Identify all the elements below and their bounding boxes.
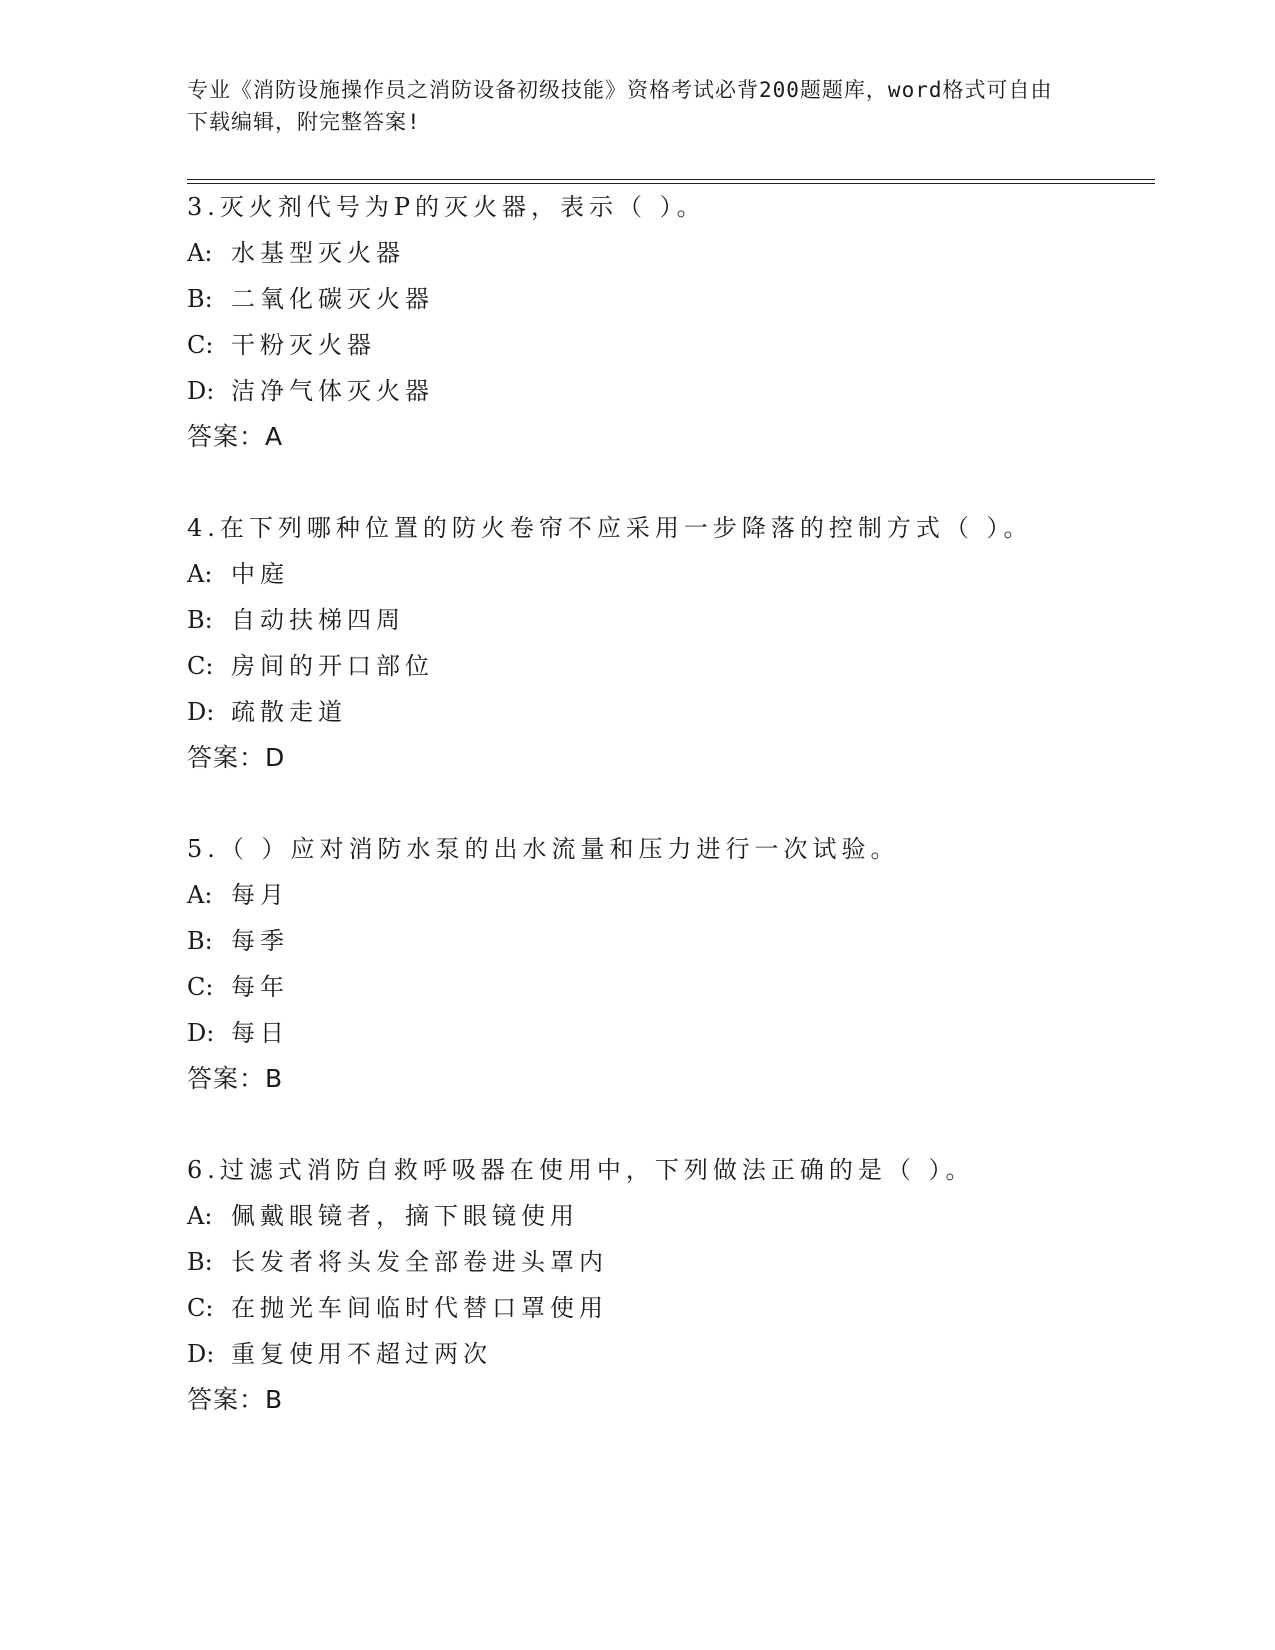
option-text: 洁净气体灭火器	[231, 377, 434, 405]
option-key: D:	[187, 698, 215, 726]
question-4	[187, 505, 1127, 781]
option-text: 佩戴眼镜者，摘下眼镜使用	[231, 1202, 579, 1230]
option-c	[187, 1285, 1127, 1331]
question-stem: 6.过滤式消防自救呼吸器在使用中，下列做法正确的是（ ）。	[187, 1156, 975, 1184]
option-key: B:	[187, 285, 213, 313]
option-text: 每月	[231, 881, 289, 909]
option-key: A:	[187, 1202, 213, 1230]
option-key: B:	[187, 927, 213, 955]
option-a	[187, 551, 1127, 597]
header-divider-top	[187, 179, 1155, 180]
answer-label: 答案：B	[187, 1385, 284, 1414]
answer-label: 答案：D	[187, 743, 286, 772]
option-key: C:	[187, 652, 214, 680]
option-text: 二氧化碳灭火器	[231, 285, 434, 313]
option-c	[187, 964, 1127, 1010]
question-5	[187, 826, 1127, 1102]
option-text: 自动扶梯四周	[231, 606, 405, 634]
option-key: C:	[187, 331, 214, 359]
option-b	[187, 276, 1127, 322]
option-key: D:	[187, 1340, 215, 1368]
question-3	[187, 184, 1127, 460]
document-intro: 专业《消防设施操作员之消防设备初级技能》资格考试必背200题题库，word格式可自由下载编辑，附完整答案!	[187, 78, 1053, 134]
option-d	[187, 1331, 1127, 1377]
option-b	[187, 918, 1127, 964]
option-key: A:	[187, 560, 213, 588]
option-d	[187, 689, 1127, 735]
answer-label: 答案：A	[187, 422, 284, 451]
option-text: 重复使用不超过两次	[231, 1340, 492, 1368]
question-stem: 3.灭火剂代号为P的灭火器，表示（ ）。	[187, 193, 706, 221]
option-d	[187, 368, 1127, 414]
option-text: 房间的开口部位	[231, 652, 434, 680]
option-key: C:	[187, 973, 214, 1001]
option-key: B:	[187, 1248, 213, 1276]
option-a	[187, 1193, 1127, 1239]
option-key: D:	[187, 1019, 215, 1047]
option-text: 中庭	[231, 560, 289, 588]
option-b	[187, 1239, 1127, 1285]
option-key: C:	[187, 1294, 214, 1322]
option-text: 长发者将头发全部卷进头罩内	[231, 1248, 608, 1276]
option-text: 干粉灭火器	[231, 331, 376, 359]
option-c	[187, 643, 1127, 689]
answer-label: 答案：B	[187, 1064, 284, 1093]
option-key: D:	[187, 377, 215, 405]
option-text: 水基型灭火器	[231, 239, 405, 267]
question-6	[187, 1147, 1127, 1423]
option-text: 每年	[231, 973, 289, 1001]
option-text: 每季	[231, 927, 289, 955]
option-b	[187, 597, 1127, 643]
option-a	[187, 230, 1127, 276]
option-key: A:	[187, 239, 213, 267]
question-stem: 5.（ ）应对消防水泵的出水流量和压力进行一次试验。	[187, 835, 900, 863]
option-text: 疏散走道	[231, 698, 347, 726]
option-key: B:	[187, 606, 213, 634]
option-text: 每日	[231, 1019, 289, 1047]
option-a	[187, 872, 1127, 918]
option-text: 在抛光车间临时代替口罩使用	[231, 1294, 608, 1322]
question-stem: 4.在下列哪种位置的防火卷帘不应采用一步降落的控制方式（ ）。	[187, 514, 1033, 542]
option-d	[187, 1010, 1127, 1056]
option-key: A:	[187, 881, 213, 909]
option-c	[187, 322, 1127, 368]
